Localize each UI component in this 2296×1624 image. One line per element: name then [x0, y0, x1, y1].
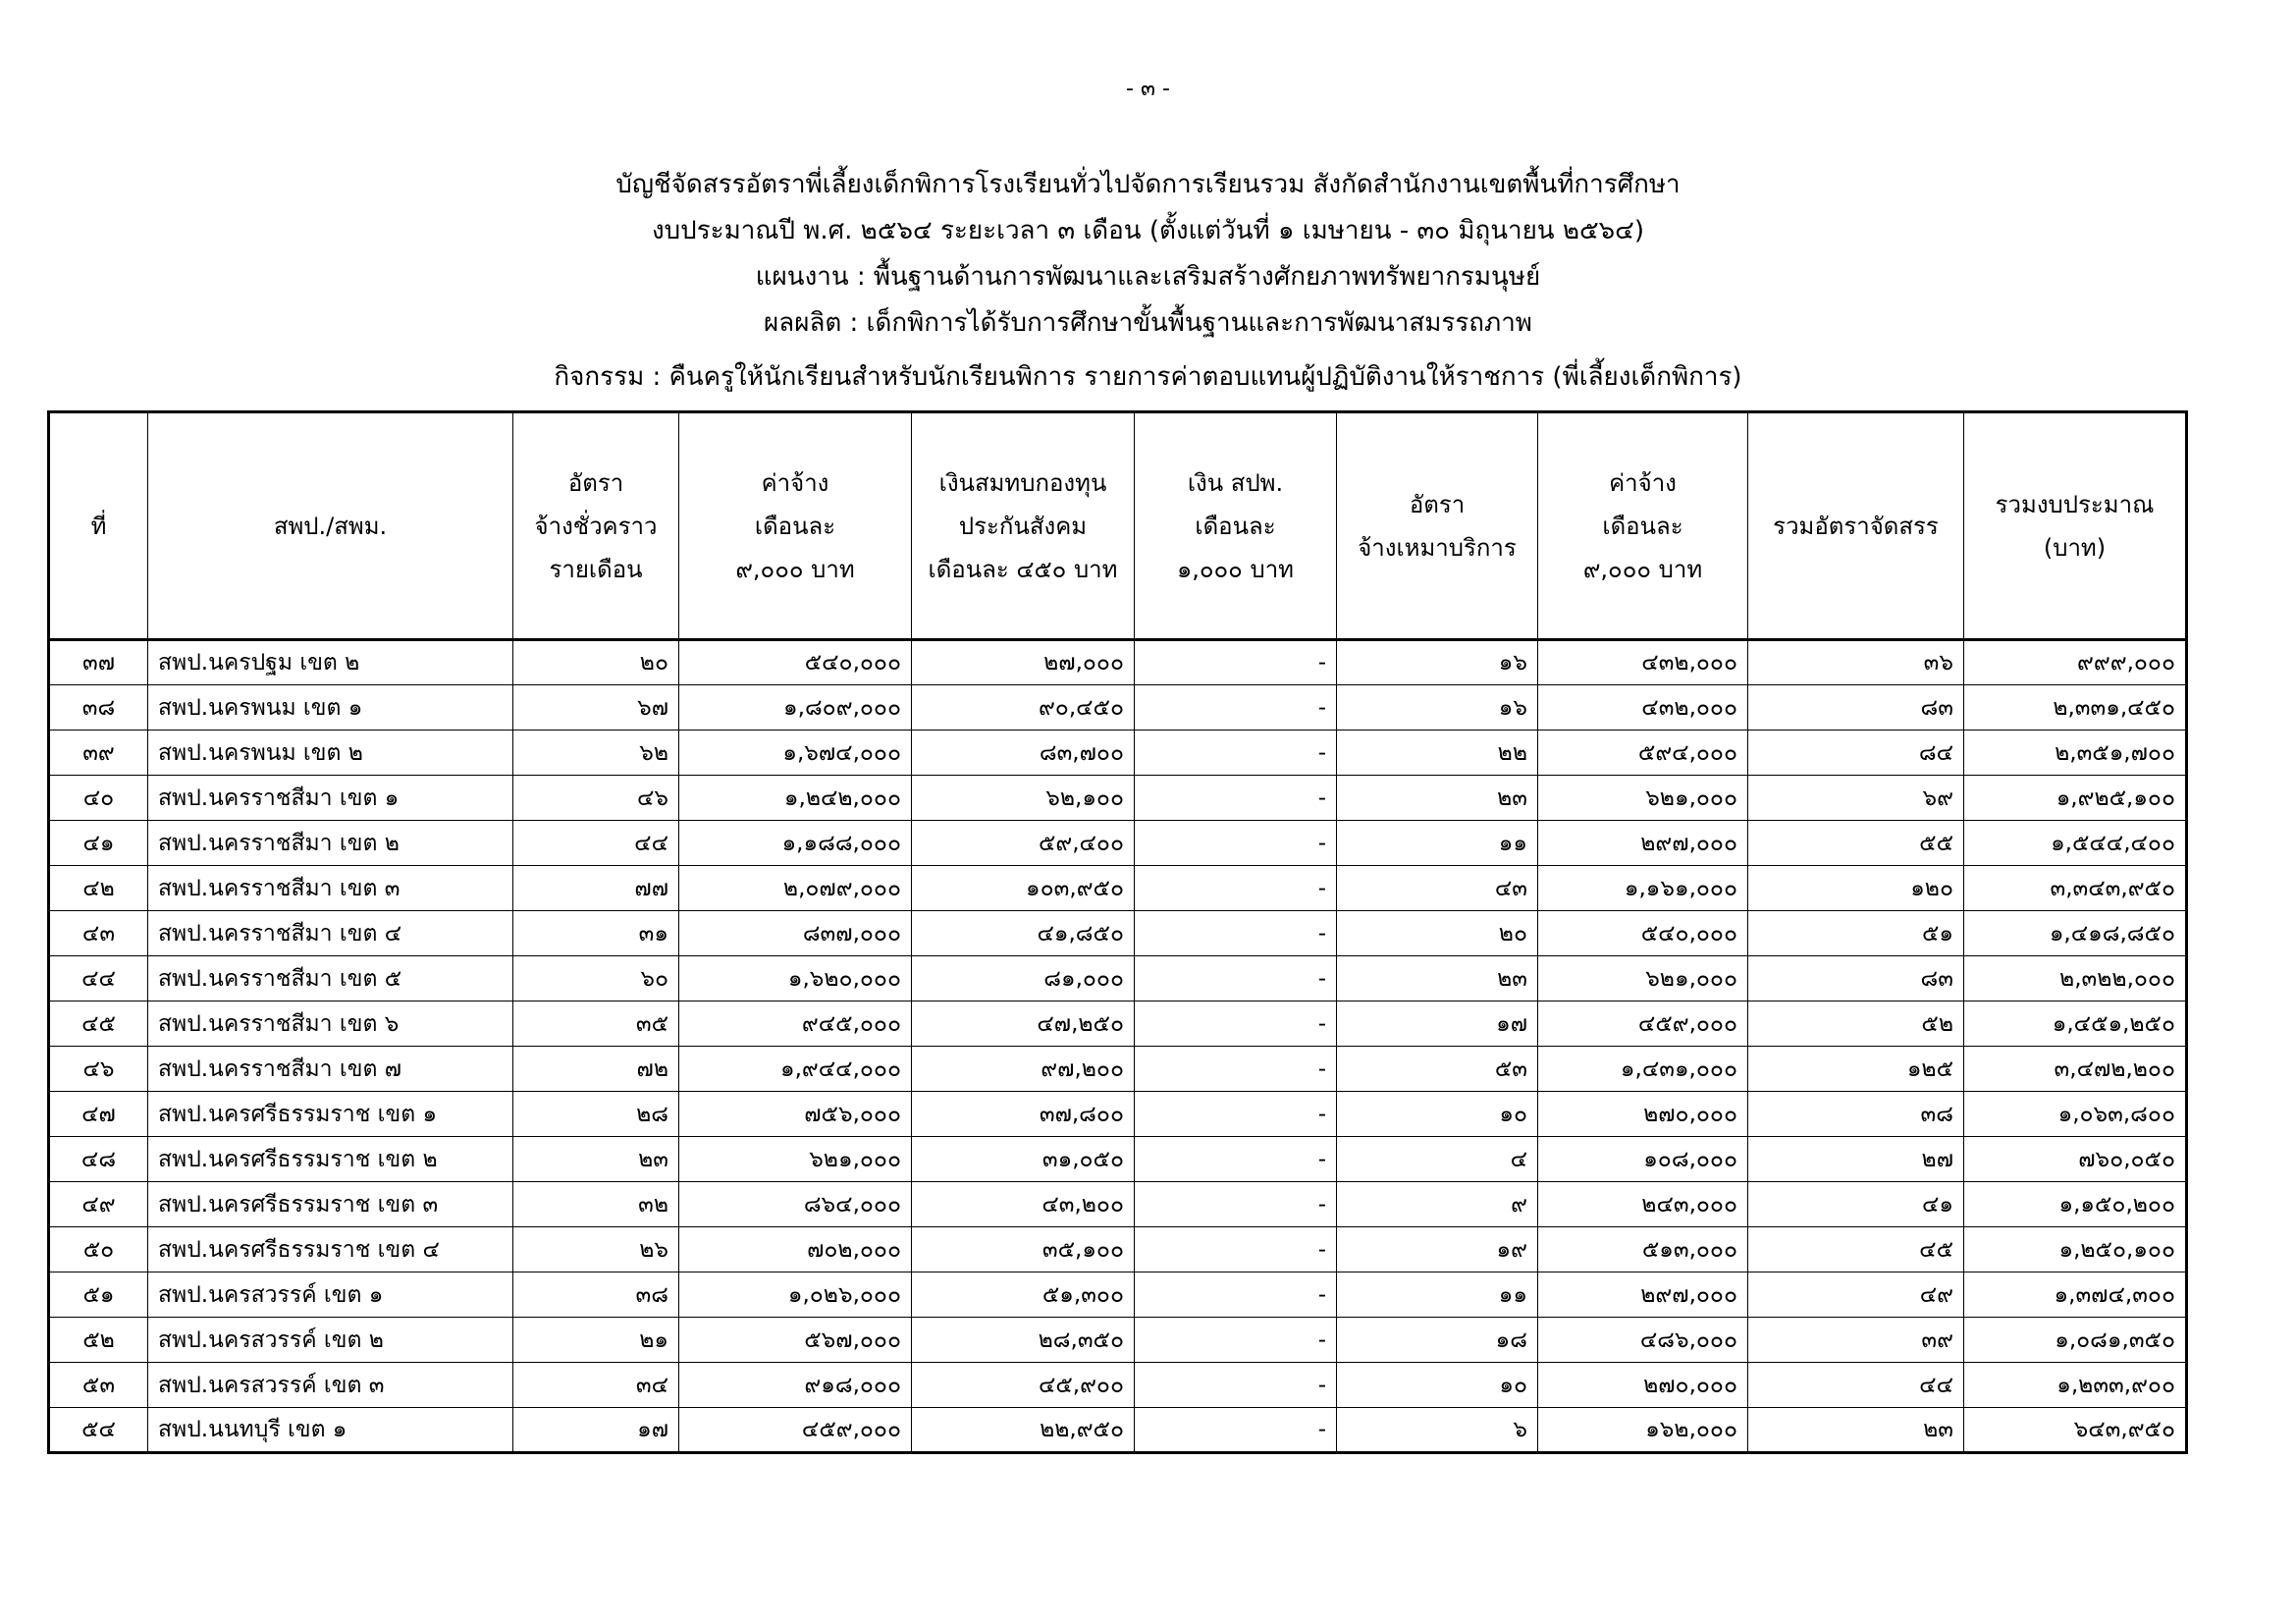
cell-temp-rate: ๓๒: [513, 1182, 679, 1227]
cell-total-budget: ๒,๓๓๑,๔๕๐: [1964, 685, 2187, 731]
cell-spp-fund: -: [1135, 1227, 1337, 1272]
cell-index: ๕๔: [49, 1408, 148, 1453]
cell-total-rate: ๑๒๐: [1748, 866, 1964, 911]
table-row: [49, 1318, 2187, 1363]
cell-temp-wage: ๕๔๐,๐๐๐: [679, 640, 912, 685]
title-line-output: ผลผลิต : เด็กพิการได้รับการศึกษาขั้นพื้นฐานและการพัฒนาสมรรถภาพ: [764, 308, 1532, 338]
header-line: ที่: [90, 512, 107, 540]
cell-index: ๕๐: [49, 1227, 148, 1272]
cell-service-wage: ๖๒๑,๐๐๐: [1538, 956, 1748, 1001]
cell-social-security: ๓๑,๐๕๐: [912, 1137, 1135, 1182]
cell-index: ๔๖: [49, 1047, 148, 1092]
cell-spp-fund: -: [1135, 731, 1337, 776]
title-line-2: งบประมาณปี พ.ศ. ๒๕๖๔ ระยะเวลา ๓ เดือน (ตั้งแต่วันที่ ๑ เมษายน - ๓๐ มิถุนายน ๒๕๖๔): [651, 216, 1644, 245]
cell-service-rate: ๑๑: [1337, 1272, 1538, 1318]
cell-spp-fund: -: [1135, 1363, 1337, 1408]
cell-temp-rate: ๒๓: [513, 1137, 679, 1182]
cell-total-budget: ๒,๓๒๒,๐๐๐: [1964, 956, 2187, 1001]
cell-office: สพป.นครศรีธรรมราช เขต ๓: [148, 1182, 513, 1227]
cell-service-rate: ๒๓: [1337, 956, 1538, 1001]
cell-index: ๔๐: [49, 776, 148, 821]
table-row: [49, 1092, 2187, 1137]
cell-total-rate: ๕๒: [1748, 1001, 1964, 1047]
cell-social-security: ๕๑,๓๐๐: [912, 1272, 1135, 1318]
cell-service-wage: ๑๖๒,๐๐๐: [1538, 1408, 1748, 1453]
cell-spp-fund: -: [1135, 1408, 1337, 1453]
cell-spp-fund: -: [1135, 1272, 1337, 1318]
header-spp-fund: [1135, 412, 1337, 640]
cell-service-rate: ๒๐: [1337, 911, 1538, 956]
header-line: สพป./สพม.: [273, 512, 388, 540]
table-header-row: [49, 412, 2187, 640]
cell-temp-rate: ๑๗: [513, 1408, 679, 1453]
cell-service-wage: ๔๓๒,๐๐๐: [1538, 685, 1748, 731]
cell-service-rate: ๙: [1337, 1182, 1538, 1227]
cell-total-rate: ๔๔: [1748, 1363, 1964, 1408]
cell-service-rate: ๑๖: [1337, 640, 1538, 685]
cell-spp-fund: -: [1135, 640, 1337, 685]
cell-service-wage: ๒๔๓,๐๐๐: [1538, 1182, 1748, 1227]
table-row: [49, 685, 2187, 731]
cell-temp-rate: ๓๑: [513, 911, 679, 956]
title-line-activity: กิจกรรม : คืนครูให้นักเรียนสำหรับนักเรียนพิการ รายการค่าตอบแทนผู้ปฏิบัติงานให้ราชการ (พี่เลี้ยงเด็กพิการ): [554, 362, 1742, 392]
header-line: รวมงบประมาณ: [1995, 490, 2155, 518]
cell-total-rate: ๒๗: [1748, 1137, 1964, 1182]
cell-service-rate: ๔๓: [1337, 866, 1538, 911]
header-line: รายเดือน: [549, 555, 643, 583]
cell-total-rate: ๘๓: [1748, 956, 1964, 1001]
cell-temp-wage: ๗๐๒,๐๐๐: [679, 1227, 912, 1272]
cell-temp-rate: ๗๒: [513, 1047, 679, 1092]
cell-office: สพป.นครสวรรค์ เขต ๑: [148, 1272, 513, 1318]
header-line: รวมอัตราจัดสรร: [1773, 512, 1939, 540]
cell-temp-wage: ๑,๖๗๔,๐๐๐: [679, 731, 912, 776]
cell-social-security: ๔๑,๘๕๐: [912, 911, 1135, 956]
header-line: เดือนละ: [1195, 512, 1276, 540]
header-line: ค่าจ้าง: [761, 468, 829, 497]
table-row: [49, 866, 2187, 911]
cell-total-budget: ๒,๓๕๑,๗๐๐: [1964, 731, 2187, 776]
document-titles: [0, 162, 2296, 401]
cell-total-budget: ๗๖๐,๐๕๐: [1964, 1137, 2187, 1182]
header-temp-rate: [513, 412, 679, 640]
cell-total-budget: ๓,๓๔๓,๙๕๐: [1964, 866, 2187, 911]
header-line: ประกันสังคม: [958, 512, 1088, 540]
cell-office: สพป.นครราชสีมา เขต ๒: [148, 821, 513, 866]
cell-social-security: ๔๓,๒๐๐: [912, 1182, 1135, 1227]
cell-temp-wage: ๑,๙๔๔,๐๐๐: [679, 1047, 912, 1092]
cell-total-rate: ๘๔: [1748, 731, 1964, 776]
cell-social-security: ๓๕,๑๐๐: [912, 1227, 1135, 1272]
cell-service-rate: ๑๖: [1337, 685, 1538, 731]
cell-temp-rate: ๒๐: [513, 640, 679, 685]
cell-total-rate: ๖๙: [1748, 776, 1964, 821]
cell-service-wage: ๑๐๘,๐๐๐: [1538, 1137, 1748, 1182]
cell-temp-wage: ๑,๑๘๘,๐๐๐: [679, 821, 912, 866]
cell-index: ๓๙: [49, 731, 148, 776]
table-row: [49, 776, 2187, 821]
header-total-budget: [1964, 412, 2187, 640]
cell-total-budget: ๙๙๙,๐๐๐: [1964, 640, 2187, 685]
cell-temp-wage: ๘๖๔,๐๐๐: [679, 1182, 912, 1227]
header-line: (บาท): [2043, 533, 2107, 562]
table-row: [49, 1272, 2187, 1318]
header-line: เดือนละ: [1602, 512, 1683, 540]
cell-office: สพป.นครสวรรค์ เขต ๓: [148, 1363, 513, 1408]
table-row: [49, 1227, 2187, 1272]
table-row: [49, 1182, 2187, 1227]
header-line: ๙,๐๐๐ บาท: [735, 555, 855, 583]
cell-spp-fund: -: [1135, 1182, 1337, 1227]
cell-service-wage: ๒๗๐,๐๐๐: [1538, 1363, 1748, 1408]
header-service-wage: [1538, 412, 1748, 640]
cell-temp-wage: ๔๕๙,๐๐๐: [679, 1408, 912, 1453]
cell-temp-rate: ๒๖: [513, 1227, 679, 1272]
cell-service-wage: ๑,๑๖๑,๐๐๐: [1538, 866, 1748, 911]
cell-office: สพป.นครราชสีมา เขต ๗: [148, 1047, 513, 1092]
header-line: จ้างเหมาบริการ: [1358, 533, 1517, 562]
cell-index: ๔๘: [49, 1137, 148, 1182]
cell-total-rate: ๔๑: [1748, 1182, 1964, 1227]
cell-total-budget: ๖๔๓,๙๕๐: [1964, 1408, 2187, 1453]
cell-index: ๔๙: [49, 1182, 148, 1227]
cell-office: สพป.นครศรีธรรมราช เขต ๑: [148, 1092, 513, 1137]
cell-total-budget: ๓,๔๗๒,๒๐๐: [1964, 1047, 2187, 1092]
cell-temp-rate: ๒๘: [513, 1092, 679, 1137]
cell-service-wage: ๒๙๗,๐๐๐: [1538, 1272, 1748, 1318]
cell-social-security: ๔๗,๒๕๐: [912, 1001, 1135, 1047]
cell-office: สพป.นครศรีธรรมราช เขต ๒: [148, 1137, 513, 1182]
header-line: อัตรา: [567, 468, 624, 497]
cell-temp-wage: ๑,๐๒๖,๐๐๐: [679, 1272, 912, 1318]
cell-office: สพป.นครสวรรค์ เขต ๒: [148, 1318, 513, 1363]
cell-total-rate: ๔๙: [1748, 1272, 1964, 1318]
cell-temp-wage: ๒,๐๗๙,๐๐๐: [679, 866, 912, 911]
header-line: อัตรา: [1409, 490, 1466, 518]
cell-total-budget: ๑,๑๕๐,๒๐๐: [1964, 1182, 2187, 1227]
cell-temp-rate: ๗๗: [513, 866, 679, 911]
cell-index: ๓๗: [49, 640, 148, 685]
cell-index: ๕๒: [49, 1318, 148, 1363]
table-row: [49, 956, 2187, 1001]
cell-temp-wage: ๑,๖๒๐,๐๐๐: [679, 956, 912, 1001]
cell-service-wage: ๖๒๑,๐๐๐: [1538, 776, 1748, 821]
header-office: [148, 412, 513, 640]
cell-spp-fund: -: [1135, 685, 1337, 731]
cell-service-rate: ๑๐: [1337, 1092, 1538, 1137]
cell-office: สพป.นครพนม เขต ๒: [148, 731, 513, 776]
table-row: [49, 1137, 2187, 1182]
cell-total-rate: ๓๙: [1748, 1318, 1964, 1363]
cell-total-rate: ๓๘: [1748, 1092, 1964, 1137]
cell-service-rate: ๒๒: [1337, 731, 1538, 776]
cell-total-budget: ๑,๕๔๔,๔๐๐: [1964, 821, 2187, 866]
cell-office: สพป.นครราชสีมา เขต ๔: [148, 911, 513, 956]
cell-index: ๔๑: [49, 821, 148, 866]
cell-total-rate: ๒๓: [1748, 1408, 1964, 1453]
cell-spp-fund: -: [1135, 956, 1337, 1001]
header-line: เดือนละ ๔๕๐ บาท: [928, 555, 1118, 583]
cell-total-rate: ๓๖: [1748, 640, 1964, 685]
cell-spp-fund: -: [1135, 1318, 1337, 1363]
header-line: เดือนละ: [754, 512, 836, 540]
cell-service-rate: ๕๓: [1337, 1047, 1538, 1092]
cell-temp-wage: ๙๑๘,๐๐๐: [679, 1363, 912, 1408]
cell-temp-rate: ๓๔: [513, 1363, 679, 1408]
cell-service-rate: ๑๗: [1337, 1001, 1538, 1047]
cell-social-security: ๙๐,๔๕๐: [912, 685, 1135, 731]
cell-service-rate: ๖: [1337, 1408, 1538, 1453]
cell-service-rate: ๑๐: [1337, 1363, 1538, 1408]
header-social-security: [912, 412, 1135, 640]
cell-temp-wage: ๗๕๖,๐๐๐: [679, 1092, 912, 1137]
header-line: ค่าจ้าง: [1609, 468, 1677, 497]
cell-total-rate: ๑๒๕: [1748, 1047, 1964, 1092]
header-line: เงินสมทบกองทุน: [938, 468, 1107, 497]
header-line: เงิน สปพ.: [1187, 468, 1284, 497]
cell-temp-rate: ๒๑: [513, 1318, 679, 1363]
cell-index: ๔๔: [49, 956, 148, 1001]
cell-temp-rate: ๓๕: [513, 1001, 679, 1047]
table-row: [49, 821, 2187, 866]
cell-service-rate: ๑๑: [1337, 821, 1538, 866]
cell-social-security: ๘๓,๗๐๐: [912, 731, 1135, 776]
cell-total-budget: ๑,๔๑๘,๘๕๐: [1964, 911, 2187, 956]
header-service-rate: [1337, 412, 1538, 640]
cell-social-security: ๒๗,๐๐๐: [912, 640, 1135, 685]
cell-total-budget: ๑,๒๕๐,๑๐๐: [1964, 1227, 2187, 1272]
cell-index: ๓๘: [49, 685, 148, 731]
cell-service-wage: ๒๙๗,๐๐๐: [1538, 821, 1748, 866]
cell-spp-fund: -: [1135, 821, 1337, 866]
header-index: [49, 412, 148, 640]
cell-temp-wage: ๕๖๗,๐๐๐: [679, 1318, 912, 1363]
cell-total-budget: ๑,๔๕๑,๒๕๐: [1964, 1001, 2187, 1047]
cell-social-security: ๓๗,๘๐๐: [912, 1092, 1135, 1137]
cell-spp-fund: -: [1135, 911, 1337, 956]
cell-total-budget: ๑,๐๖๓,๘๐๐: [1964, 1092, 2187, 1137]
table-row: [49, 1363, 2187, 1408]
table-body: [49, 640, 2187, 1453]
cell-service-rate: ๔: [1337, 1137, 1538, 1182]
table-row: [49, 1408, 2187, 1453]
cell-index: ๔๓: [49, 911, 148, 956]
cell-office: สพป.นครราชสีมา เขต ๕: [148, 956, 513, 1001]
cell-service-wage: ๕๙๔,๐๐๐: [1538, 731, 1748, 776]
cell-service-wage: ๑,๔๓๑,๐๐๐: [1538, 1047, 1748, 1092]
cell-total-budget: ๑,๒๓๓,๙๐๐: [1964, 1363, 2187, 1408]
cell-index: ๔๗: [49, 1092, 148, 1137]
title-line-plan: แผนงาน : พื้นฐานด้านการพัฒนาและเสริมสร้างศักยภาพทรัพยากรมนุษย์: [755, 262, 1541, 292]
cell-temp-rate: ๖๐: [513, 956, 679, 1001]
cell-total-rate: ๕๕: [1748, 821, 1964, 866]
title-line-1: บัญชีจัดสรรอัตราพี่เลี้ยงเด็กพิการโรงเรียนทั่วไปจัดการเรียนรวม สังกัดสำนักงานเขตพื้นที่การศึกษา: [615, 170, 1681, 199]
table-row: [49, 1001, 2187, 1047]
cell-temp-rate: ๔๖: [513, 776, 679, 821]
header-total-rate: [1748, 412, 1964, 640]
cell-temp-rate: ๓๘: [513, 1272, 679, 1318]
cell-spp-fund: -: [1135, 776, 1337, 821]
cell-service-rate: ๑๙: [1337, 1227, 1538, 1272]
cell-office: สพป.นครราชสีมา เขต ๖: [148, 1001, 513, 1047]
table-row: [49, 731, 2187, 776]
header-line: ๙,๐๐๐ บาท: [1582, 555, 1703, 583]
cell-service-wage: ๒๗๐,๐๐๐: [1538, 1092, 1748, 1137]
cell-office: สพป.นครราชสีมา เขต ๓: [148, 866, 513, 911]
cell-index: ๕๑: [49, 1272, 148, 1318]
cell-social-security: ๒๒,๙๕๐: [912, 1408, 1135, 1453]
cell-total-rate: ๔๕: [1748, 1227, 1964, 1272]
cell-index: ๔๕: [49, 1001, 148, 1047]
cell-service-rate: ๑๘: [1337, 1318, 1538, 1363]
cell-service-wage: ๕๔๐,๐๐๐: [1538, 911, 1748, 956]
table-row: [49, 911, 2187, 956]
cell-office: สพป.นนทบุรี เขต ๑: [148, 1408, 513, 1453]
cell-temp-rate: ๔๔: [513, 821, 679, 866]
cell-service-wage: ๔๘๖,๐๐๐: [1538, 1318, 1748, 1363]
cell-service-wage: ๔๓๒,๐๐๐: [1538, 640, 1748, 685]
cell-total-budget: ๑,๐๘๑,๓๕๐: [1964, 1318, 2187, 1363]
page-number: - ๓ -: [1126, 77, 1170, 101]
cell-temp-wage: ๑,๒๔๒,๐๐๐: [679, 776, 912, 821]
cell-office: สพป.นครพนม เขต ๑: [148, 685, 513, 731]
cell-temp-wage: ๘๓๗,๐๐๐: [679, 911, 912, 956]
cell-social-security: ๑๐๓,๙๕๐: [912, 866, 1135, 911]
cell-office: สพป.นครปฐม เขต ๒: [148, 640, 513, 685]
cell-temp-wage: ๖๒๑,๐๐๐: [679, 1137, 912, 1182]
cell-total-budget: ๑,๓๗๔,๓๐๐: [1964, 1272, 2187, 1318]
cell-spp-fund: -: [1135, 1047, 1337, 1092]
cell-service-rate: ๒๓: [1337, 776, 1538, 821]
table-row: [49, 640, 2187, 685]
allocation-table: [47, 410, 2188, 1454]
cell-total-rate: ๕๑: [1748, 911, 1964, 956]
header-line: จ้างชั่วคราว: [534, 512, 658, 540]
cell-index: ๔๒: [49, 866, 148, 911]
cell-temp-rate: ๖๗: [513, 685, 679, 731]
cell-temp-wage: ๑,๘๐๙,๐๐๐: [679, 685, 912, 731]
cell-office: สพป.นครศรีธรรมราช เขต ๔: [148, 1227, 513, 1272]
header-temp-wage: [679, 412, 912, 640]
cell-total-budget: ๑,๙๒๕,๑๐๐: [1964, 776, 2187, 821]
cell-service-wage: ๕๑๓,๐๐๐: [1538, 1227, 1748, 1272]
cell-social-security: ๕๙,๔๐๐: [912, 821, 1135, 866]
cell-social-security: ๖๒,๑๐๐: [912, 776, 1135, 821]
header-line: ๑,๐๐๐ บาท: [1177, 555, 1294, 583]
cell-social-security: ๙๗,๒๐๐: [912, 1047, 1135, 1092]
cell-spp-fund: -: [1135, 1137, 1337, 1182]
cell-social-security: ๔๕,๙๐๐: [912, 1363, 1135, 1408]
cell-office: สพป.นครราชสีมา เขต ๑: [148, 776, 513, 821]
cell-temp-rate: ๖๒: [513, 731, 679, 776]
cell-temp-wage: ๙๔๕,๐๐๐: [679, 1001, 912, 1047]
cell-spp-fund: -: [1135, 1092, 1337, 1137]
cell-social-security: ๘๑,๐๐๐: [912, 956, 1135, 1001]
cell-service-wage: ๔๕๙,๐๐๐: [1538, 1001, 1748, 1047]
cell-spp-fund: -: [1135, 1001, 1337, 1047]
cell-spp-fund: -: [1135, 866, 1337, 911]
cell-social-security: ๒๘,๓๕๐: [912, 1318, 1135, 1363]
table-row: [49, 1047, 2187, 1092]
cell-total-rate: ๘๓: [1748, 685, 1964, 731]
cell-index: ๕๓: [49, 1363, 148, 1408]
